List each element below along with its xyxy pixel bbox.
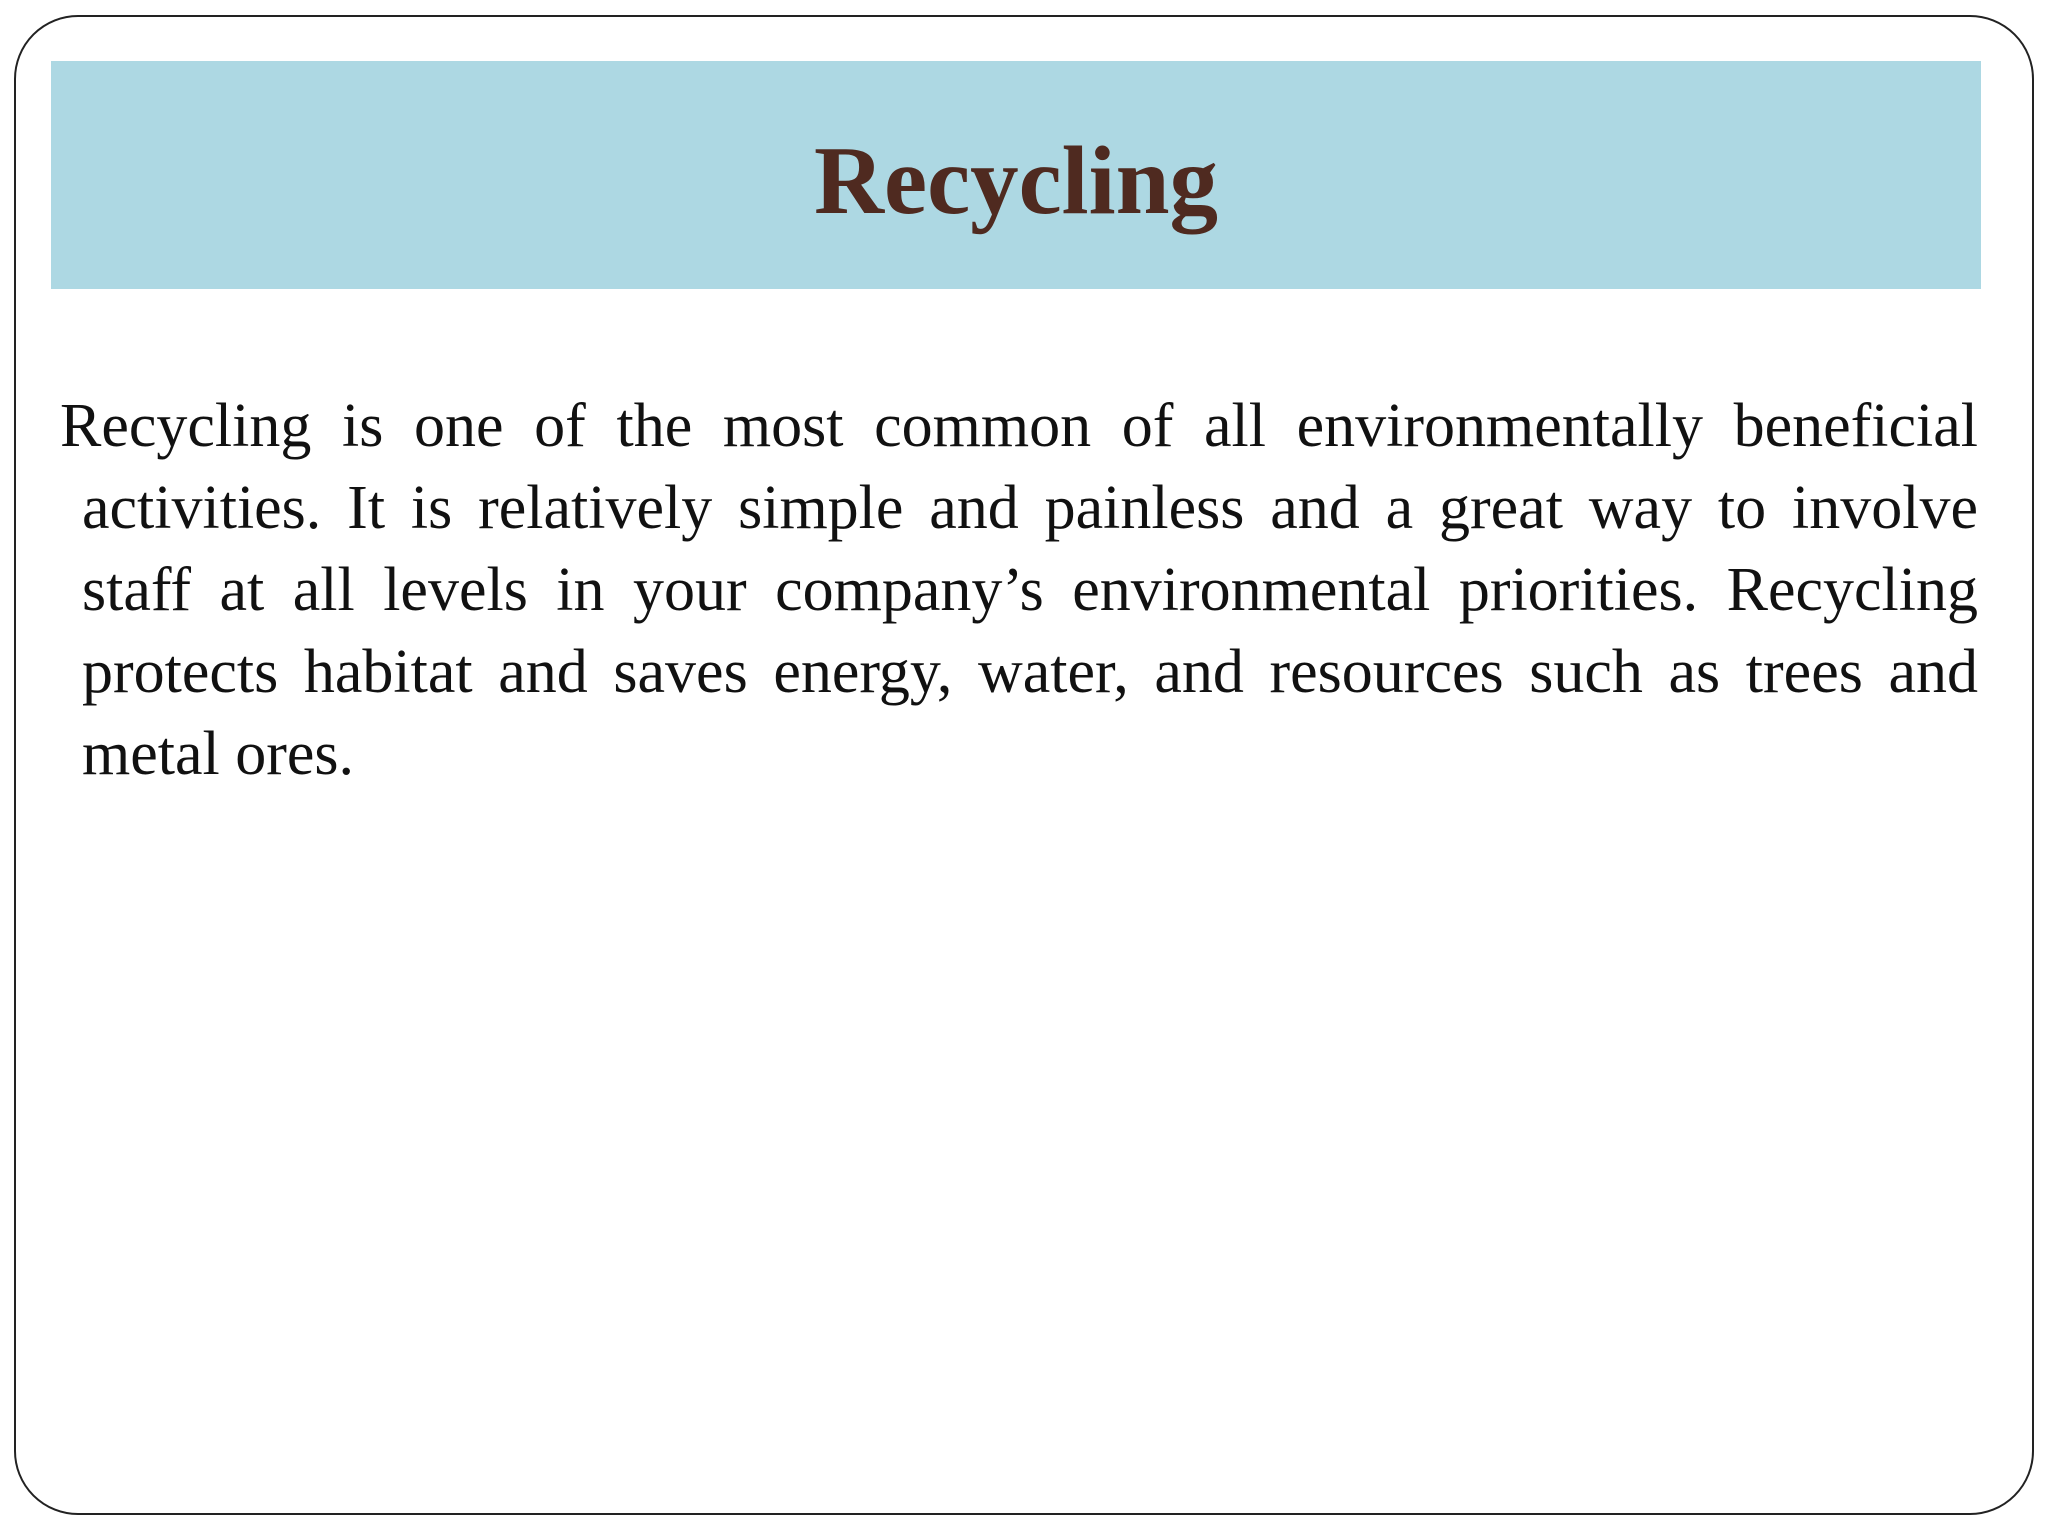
slide-title: Recycling — [813, 126, 1219, 234]
title-banner — [51, 61, 1981, 289]
body-paragraph: Recycling is one of the most common of all environmentally beneficial activities. It is relatively simple and painless and a great way to involve staff at all levels in your company’s environmental priorities. Recycling protects habitat and saves energy, water, and resources such as trees and metal ores. — [60, 392, 1978, 788]
